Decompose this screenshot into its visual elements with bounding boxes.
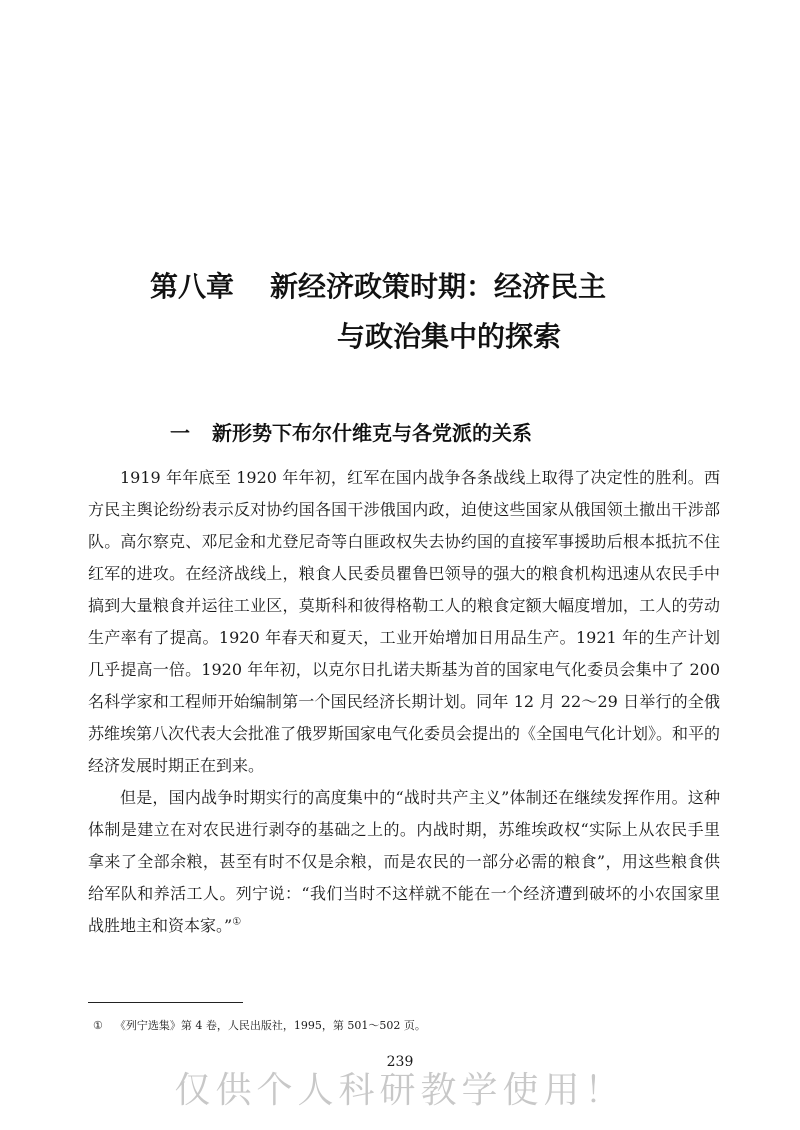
- page-number: 239: [386, 1054, 414, 1070]
- chapter-title: [0, 262, 800, 362]
- footnote: [93, 1018, 713, 1034]
- section-title: 新形势下布尔什维克与各党派的关系: [212, 421, 532, 445]
- chapter-title-text: 新经济政策时期：经济民主: [270, 270, 607, 303]
- footnote-divider: [88, 1002, 243, 1003]
- body-text: [88, 462, 720, 942]
- section-heading: [170, 418, 532, 448]
- chapter-title-line2: 与政治集中的探索: [337, 320, 562, 353]
- chapter-title-line1: [0, 262, 800, 312]
- paragraph-2: [88, 782, 720, 942]
- paragraph-1: [88, 462, 720, 782]
- footnote-mark: ①: [93, 1019, 103, 1032]
- section-number: 一: [170, 421, 190, 445]
- footnote-reference[interactable]: ①: [232, 916, 242, 928]
- paragraph-2-text: 但是，国内战争时期实行的高度集中的“战时共产主义”体制还在继续发挥作用。这种体制是建立在对农民进行剥夺的基础之上的。内战时期，苏维埃政权“实际上从农民手里拿来了全部余粮，甚至有时不仅是余粮，而是农民的一部分必需的粮食”，用这些粮食供给军队和养活工人。列宁说：“我们当时不这样就不能在一个经济遭到破坏的小农国家里战胜地主和资本家。”: [88, 788, 720, 935]
- watermark: 仅供个人科研教学使用！: [174, 1070, 626, 1111]
- footnote-text: 《列宁选集》第 4 卷，人民出版社，1995，第 501～502 页。: [114, 1019, 426, 1032]
- paragraph-1-text: 1919 年年底至 1920 年年初，红军在国内战争各条战线上取得了决定性的胜利。西方民主舆论纷纷表示反对协约国各国干涉俄国内政，迫使这些国家从俄国领土撤出干涉部队。高尔察克、邓尼金和尤登尼奇等白匪政权失去协约国的直接军事援助后根本抵抗不住红军的进攻。在经济战线上，粮食人民委员瞿鲁巴领导的强大的粮食机构迅速从农民手中搞到大量粮食并运往工业区，莫斯科和彼得格勒工人的粮食定额大幅度增加，工人的劳动生产率有了提高。1920 年春天和夏天，工业开始增加日用品生产。1921 年的生产计划几乎提高一倍。1920 年年初，以克尔日扎诺夫斯基为首的国家电气化委员会集中了 200 名科学家和工程师开始编制第一个国民经济长期计划。同年 12 月 22～29 日举行的全俄苏维埃第八次代表大会批准了俄罗斯国家电气化委员会提出的《全国电气化计划》。和平的经济发展时期正在到来。: [88, 468, 721, 775]
- chapter-number: 第八章: [150, 270, 235, 303]
